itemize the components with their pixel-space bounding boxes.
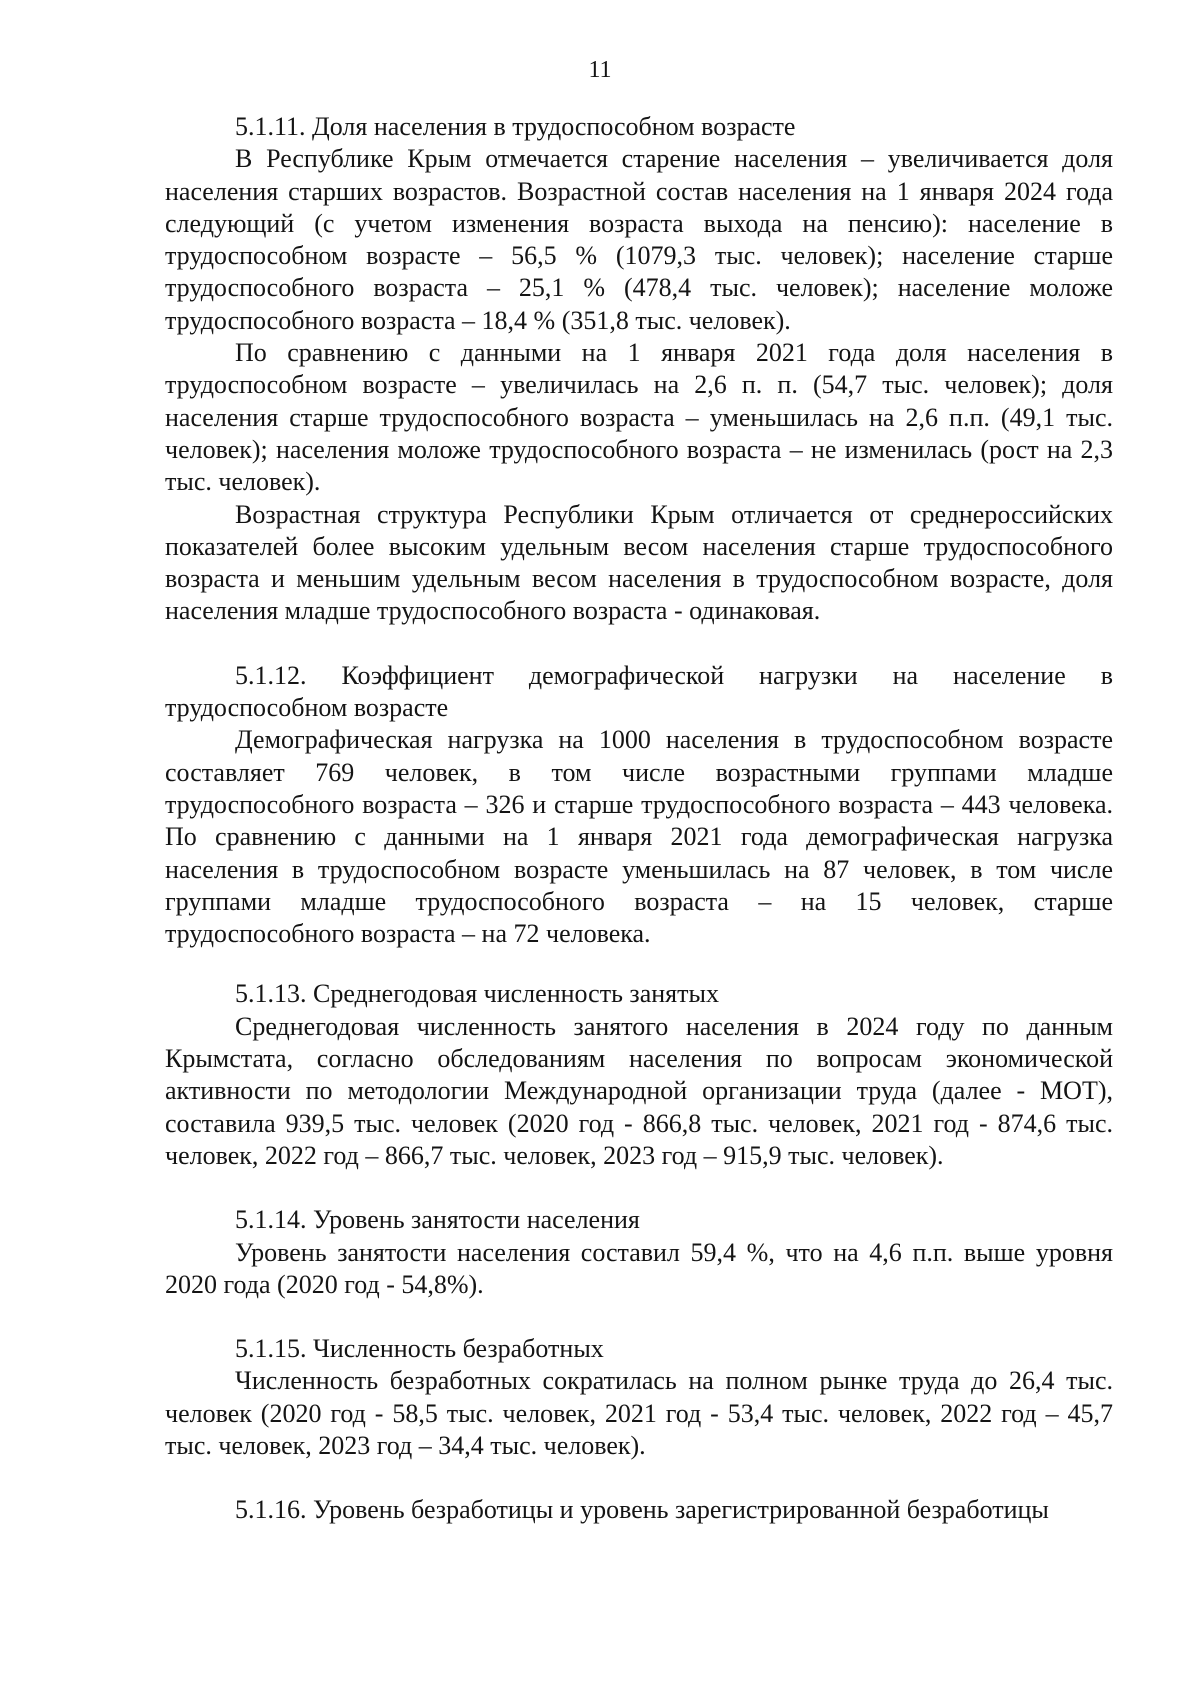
- section-5-1-16: [165, 1494, 1113, 1526]
- section-5-1-15: [165, 1333, 1113, 1462]
- page-number: 11: [588, 57, 612, 83]
- section-heading: 5.1.13. Среднегодовая численность занятых: [235, 979, 719, 1009]
- spacer: [165, 1462, 1113, 1494]
- paragraph: По сравнению с данными на 1 января 2021 года доля населения в трудоспособном возрасте – увеличилась на 2,6 п. п. (54,7 тыс. человек); доля населения старше трудоспособного возраста – уменьшилась на 2,6 п.п. (49,1 тыс. человек); населения моложе трудоспособного возраста – не изменилась (рост на 2,3 тыс. человек).: [165, 338, 1113, 497]
- document-body: [165, 111, 1113, 1527]
- section-5-1-14: [165, 1204, 1113, 1301]
- spacer: [165, 1172, 1113, 1204]
- section-heading: 5.1.11. Доля населения в трудоспособном возрасте: [235, 112, 796, 141]
- paragraph: Демографическая нагрузка на 1000 населения в трудоспособном возрасте составляет 769 человек, в том числе возрастными группами младше трудоспособного возраста – 326 и старше трудоспособного возраста – 443 человека. По сравнению с данными на 1 января 2021 года демографическая нагрузка населения в трудоспособном возрасте уменьшилась на 87 человек, в том числе группами младше трудоспособного возраста – на 15 человек, старше трудоспособного возраста – на 72 человека.: [165, 725, 1113, 949]
- spacer: [165, 628, 1113, 660]
- section-heading: 5.1.16. Уровень безработицы и уровень зарегистрированной безработицы: [235, 1495, 1049, 1525]
- section-heading: 5.1.14. Уровень занятости населения: [235, 1205, 640, 1235]
- paragraph: В Республике Крым отмечается старение населения – увеличивается доля населения старших возрастов. Возрастной состав населения на 1 января 2024 года следующий (с учетом изменения возраста выхода на пенсию): население в трудоспособном возрасте – 56,5 % (1079,3 тыс. человек); население старше трудоспособного возраста – 25,1 % (478,4 тыс. человек); население моложе трудоспособного возраста – 18,4 % (351,8 тыс. человек).: [165, 144, 1113, 335]
- paragraph: Возрастная структура Республики Крым отличается от среднероссийских показателей более высоким удельным весом населения старше трудоспособного возраста и меньшим удельным весом населения в трудоспособном возрасте, доля населения младше трудоспособного возраста - одинаковая.: [165, 499, 1113, 626]
- paragraph: Среднегодовая численность занятого населения в 2024 году по данным Крымстата, согласно обследованиям населения по вопросам экономической активности по методологии Международной организации труда (далее - МОТ), составила 939,5 тыс. человек (2020 год - 866,8 тыс. человек, 2021 год - 874,6 тыс. человек, 2022 год – 866,7 тыс. человек, 2023 год – 915,9 тыс. человек).: [165, 1011, 1113, 1170]
- spacer: [165, 950, 1113, 978]
- section-5-1-12: [165, 660, 1113, 951]
- section-5-1-13: [165, 978, 1113, 1172]
- paragraph: Уровень занятости населения составил 59,4 %, что на 4,6 п.п. выше уровня 2020 года (2020 год - 54,8%).: [165, 1237, 1113, 1299]
- section-heading: 5.1.15. Численность безработных: [235, 1334, 604, 1364]
- section-5-1-11: [165, 111, 1113, 628]
- paragraph: Численность безработных сократилась на полном рынке труда до 26,4 тыс. человек (2020 год - 58,5 тыс. человек, 2021 год - 53,4 тыс. человек, 2022 год – 45,7 тыс. человек, 2023 год – 34,4 тыс. человек).: [165, 1366, 1113, 1460]
- spacer: [165, 1301, 1113, 1333]
- section-heading: 5.1.12. Коэффициент демографической нагрузки на население в трудоспособном возрасте: [165, 660, 1113, 723]
